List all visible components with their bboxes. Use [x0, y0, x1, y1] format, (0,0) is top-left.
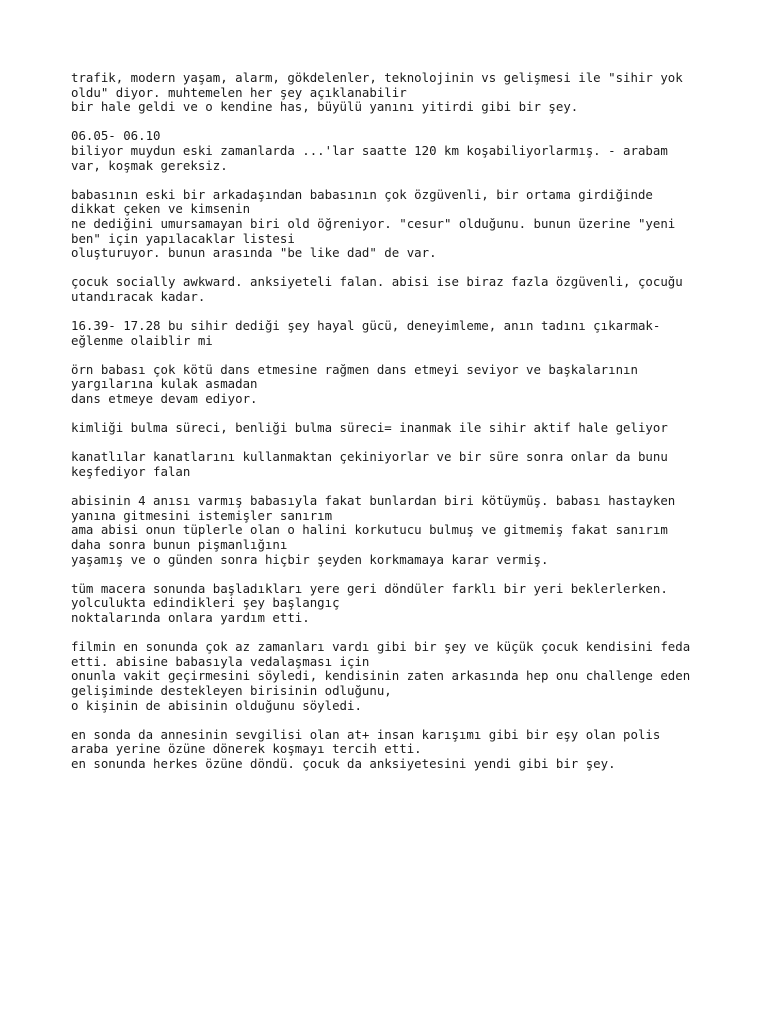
paragraph-5 — [71, 319, 711, 348]
text-line: daha sonra bunun pişmanlığını — [71, 537, 288, 552]
text-line: var, koşmak gereksiz. — [71, 157, 228, 173]
text-line: o kişinin de abisinin olduğunu söyledi. — [71, 697, 362, 713]
text-line: dikkat çeken ve kimsenin — [71, 201, 251, 217]
text-line: eğlenme olaiblir mi — [71, 332, 213, 348]
paragraph-9 — [71, 494, 711, 567]
text-line: utandıracak kadar. — [71, 288, 206, 304]
paragraph-8 — [71, 450, 711, 479]
paragraph-1 — [71, 71, 711, 115]
text-line: yolculukta edindikleri şey başlangıç — [71, 595, 340, 611]
text-line: bir hale geldi ve o kendine has, büyülü yanını yitirdi gibi bir şey. — [71, 99, 579, 115]
text-line: etti. abisine babasıyla vedalaşması için — [71, 653, 370, 669]
text-line: kanatlılar kanatlarını kullanmaktan çekiniyorlar ve bir süre sonra onlar da bunu — [71, 449, 668, 465]
paragraph-3 — [71, 188, 711, 261]
text-line: ben" için yapılacaklar listesi — [71, 230, 295, 246]
text-line: filmin en sonunda çok az zamanları vardı gibi bir şey ve küçük çocuk kendisini feda — [71, 639, 691, 655]
text-line: keşfediyor falan — [71, 464, 191, 480]
text-line: ama abisi onun tüplerle olan o halini korkutucu bulmuş ve gitmemiş fakat sanırım — [71, 522, 668, 538]
text-line: örn babası çok kötü dans etmesine rağmen dans etmeyi seviyor ve başkalarının — [71, 361, 638, 377]
text-line: 06.05- 06.10 — [71, 128, 161, 144]
text-line: tüm macera sonunda başladıkları yere geri döndüler farklı bir yeri beklerlerken. — [71, 580, 668, 596]
paragraph-2 — [71, 129, 711, 173]
text-line: 16.39- 17.28 bu sihir dediği şey hayal gücü, deneyimleme, anın tadını çıkarmak- — [71, 318, 661, 334]
paragraph-12 — [71, 728, 711, 772]
text-line: en sonunda herkes özüne döndü. çocuk da anksiyetesini yendi gibi bir şey. — [71, 755, 616, 771]
text-line: kimliği bulma süreci, benliği bulma süreci= inanmak ile sihir aktif hale geliyor — [71, 420, 668, 436]
text-line: gelişiminde destekleyen birisinin odluğunu, — [71, 682, 392, 698]
text-line: yanına gitmesini istemişler sanırım — [71, 507, 333, 523]
text-line: çocuk socially awkward. anksiyeteli falan. abisi ise biraz fazla özgüvenli, çocuğu — [71, 274, 683, 290]
text-line: biliyor muydun eski zamanlarda ...'lar saatte 120 km koşabiliyorlarmış. - arabam — [71, 142, 668, 158]
text-line: yargılarına kulak asmadan — [71, 376, 258, 392]
document-page — [71, 71, 711, 786]
text-line: trafik, modern yaşam, alarm, gökdelenler, teknolojinin vs gelişmesi ile "sihir yok — [71, 70, 683, 85]
text-line: ne dediğini umursamayan biri old öğreniyor. "cesur" olduğunu. bunun üzerine "yeni — [71, 215, 676, 231]
paragraph-11 — [71, 640, 711, 713]
paragraph-10 — [71, 582, 711, 626]
text-line: noktalarında onlara yardım etti. — [71, 609, 310, 625]
text-line: oluşturuyor. bunun arasında "be like dad" de var. — [71, 245, 437, 261]
text-line: onunla vakit geçirmesini söyledi, kendisinin zaten arkasında hep onu challenge eden — [71, 668, 691, 684]
text-line: abisinin 4 anısı varmış babasıyla fakat bunlardan biri kötüymüş. babası hastayken — [71, 493, 676, 509]
text-line: yaşamış ve o günden sonra hiçbir şeyden korkmamaya karar vermiş. — [71, 551, 549, 567]
text-line: en sonda da annesinin sevgilisi olan at+ insan karışımı gibi bir eşy olan polis — [71, 726, 661, 742]
paragraph-4 — [71, 275, 711, 304]
text-line: dans etmeye devam ediyor. — [71, 391, 258, 407]
text-line: babasının eski bir arkadaşından babasının çok özgüvenli, bir ortama girdiğinde — [71, 186, 653, 202]
text-line: oldu" diyor. muhtemelen her şey açıklanabilir — [71, 84, 407, 100]
text-line: araba yerine özüne dönerek koşmayı tercih etti. — [71, 741, 422, 757]
paragraph-6 — [71, 363, 711, 407]
paragraph-7 — [71, 421, 711, 436]
